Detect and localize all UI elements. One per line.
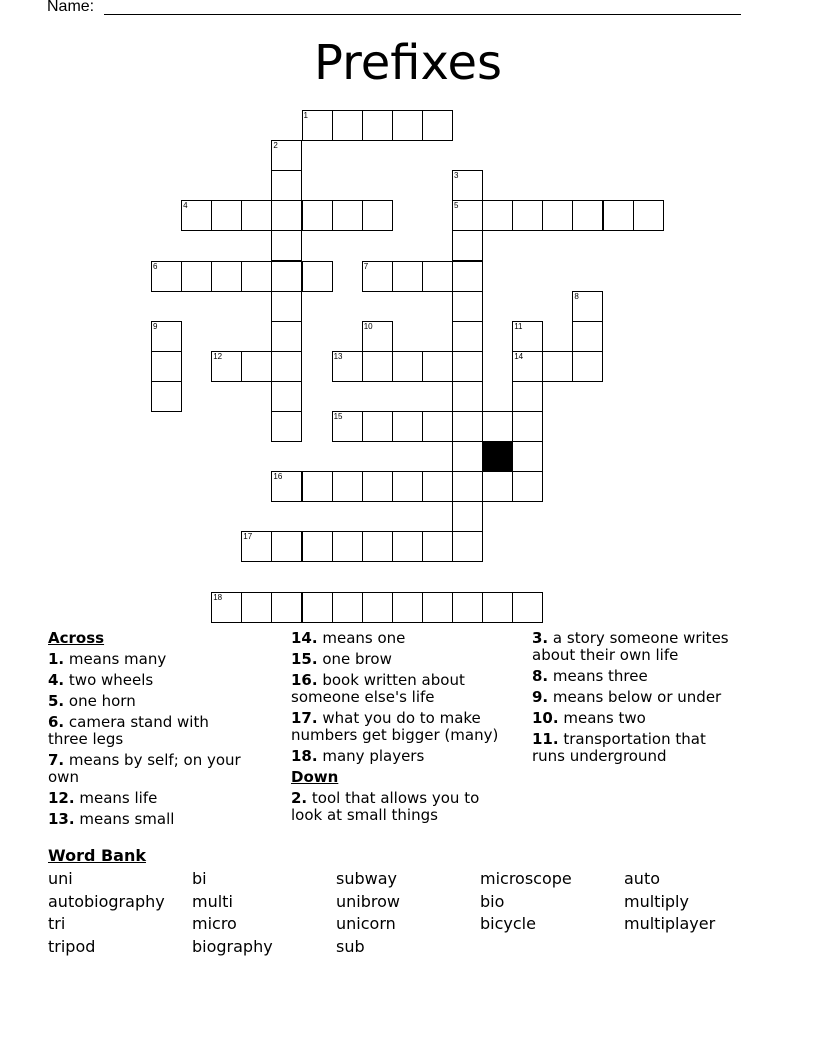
clue-down-10: 10. means two xyxy=(532,709,646,727)
grid-cell[interactable] xyxy=(241,351,272,382)
grid-cell[interactable] xyxy=(302,261,333,292)
grid-cell[interactable] xyxy=(452,170,483,201)
clue-across-14: 14. means one xyxy=(291,629,406,647)
grid-cell[interactable] xyxy=(572,351,603,382)
grid-cell[interactable] xyxy=(512,471,543,502)
clue-across-5: 5. one horn xyxy=(48,692,136,710)
grid-cell[interactable] xyxy=(542,351,573,382)
grid-cell[interactable] xyxy=(452,411,483,442)
grid-cell[interactable] xyxy=(452,321,483,352)
clue-across-12: 12. means life xyxy=(48,789,158,807)
grid-cell[interactable] xyxy=(332,110,363,141)
cell-number: 11 xyxy=(514,321,523,331)
grid-cell[interactable] xyxy=(392,411,423,442)
word-bank-item: unicorn xyxy=(336,914,396,933)
grid-cell[interactable] xyxy=(452,291,483,322)
grid-cell[interactable] xyxy=(302,200,333,231)
grid-cell[interactable] xyxy=(452,230,483,261)
across-heading: Across xyxy=(48,629,105,647)
cell-number: 6 xyxy=(153,261,158,271)
grid-cell[interactable] xyxy=(271,351,302,382)
grid-cell[interactable] xyxy=(422,411,453,442)
grid-cell[interactable] xyxy=(392,592,423,623)
grid-cell[interactable] xyxy=(332,471,363,502)
word-bank xyxy=(48,868,768,958)
grid-cell[interactable] xyxy=(332,592,363,623)
word-bank-item: bio xyxy=(480,891,505,911)
cell-number: 8 xyxy=(574,291,579,301)
grid-cell[interactable] xyxy=(241,200,272,231)
grid-cell[interactable] xyxy=(422,110,453,141)
cell-number: 9 xyxy=(153,321,158,331)
clue-down-8: 8. means three xyxy=(532,667,648,685)
name-label: Name: xyxy=(47,0,95,15)
grid-cell[interactable] xyxy=(332,411,363,442)
grid-cell[interactable] xyxy=(362,321,393,352)
grid-cell[interactable] xyxy=(362,110,393,141)
grid-cell[interactable] xyxy=(422,592,453,623)
grid-cell[interactable] xyxy=(422,471,453,502)
word-bank-item: multi xyxy=(192,891,233,911)
grid-cell[interactable] xyxy=(271,170,302,201)
grid-cell[interactable] xyxy=(302,110,333,141)
cell-number: 5 xyxy=(454,201,459,211)
clue-down-9: 9. means below or under xyxy=(532,688,722,706)
grid-cell[interactable] xyxy=(362,351,393,382)
word-bank-item: bi xyxy=(192,869,207,888)
grid-cell[interactable] xyxy=(241,592,272,623)
grid-cell[interactable] xyxy=(362,411,393,442)
cell-number: 15 xyxy=(333,412,343,421)
grid-cell[interactable] xyxy=(392,471,423,502)
cell-number: 14 xyxy=(514,351,524,361)
grid-cell[interactable] xyxy=(302,531,333,562)
grid-cell[interactable] xyxy=(362,200,393,231)
grid-cell[interactable] xyxy=(271,411,302,442)
cell-number: 16 xyxy=(273,472,283,482)
grid-cell[interactable] xyxy=(151,381,182,412)
grid-cell[interactable] xyxy=(181,261,212,292)
grid-cell[interactable] xyxy=(271,291,302,322)
grid-cell[interactable] xyxy=(271,200,302,231)
grid-cell[interactable] xyxy=(422,261,453,292)
grid-cell[interactable] xyxy=(452,381,483,412)
word-bank-item: autobiography xyxy=(48,891,165,911)
word-bank-item: tri xyxy=(48,914,66,933)
cell-number: 13 xyxy=(333,351,343,361)
clue-across-18: 18. many players xyxy=(291,747,425,765)
down-heading: Down xyxy=(291,768,339,786)
grid-cell[interactable] xyxy=(512,411,543,442)
clue-down-3: 3. a story someone writes about their own life xyxy=(532,629,729,664)
cell-number: 10 xyxy=(363,321,373,331)
grid-cell[interactable] xyxy=(392,261,423,292)
grid-cell[interactable] xyxy=(211,261,242,292)
grid-cell[interactable] xyxy=(482,411,513,442)
word-bank-item: subway xyxy=(336,869,397,888)
grid-cell[interactable] xyxy=(452,501,483,532)
cell-number: 7 xyxy=(363,261,369,271)
cell-number: 4 xyxy=(183,201,188,211)
grid-cell[interactable] xyxy=(512,381,543,412)
page-title: Prefixes xyxy=(313,35,502,91)
grid-cell[interactable] xyxy=(362,261,393,292)
grid-cell[interactable] xyxy=(271,471,302,502)
grid-cell[interactable] xyxy=(271,531,302,562)
grid-cell[interactable] xyxy=(362,592,393,623)
grid-cell[interactable] xyxy=(512,592,543,623)
word-bank-item: microscope xyxy=(480,869,572,888)
clue-across-16: 16. book written about someone else's life xyxy=(291,671,465,706)
grid-cell[interactable] xyxy=(302,592,333,623)
clue-across-4: 4. two wheels xyxy=(48,671,154,689)
grid-cell[interactable] xyxy=(452,351,483,382)
word-bank-item: biography xyxy=(192,936,273,956)
cell-number: 3 xyxy=(454,171,459,181)
grid-cell[interactable] xyxy=(392,531,423,562)
clue-column-2 xyxy=(291,630,516,828)
word-bank-item: uni xyxy=(48,869,73,888)
grid-cell[interactable] xyxy=(151,261,182,292)
clue-across-13: 13. means small xyxy=(48,810,175,828)
grid-cell[interactable] xyxy=(572,291,603,322)
grid-cell[interactable] xyxy=(422,351,453,382)
grid-cell[interactable] xyxy=(452,200,483,231)
grid-cell[interactable] xyxy=(452,471,483,502)
word-bank-item: sub xyxy=(336,936,365,956)
grid-cell[interactable] xyxy=(512,200,543,231)
clue-down-2: 2. tool that allows you to look at small things xyxy=(291,789,480,824)
clue-column-3 xyxy=(532,630,762,769)
grid-cell[interactable] xyxy=(482,592,513,623)
grid-cell[interactable] xyxy=(542,200,573,231)
grid-cell[interactable] xyxy=(332,200,363,231)
black-cell xyxy=(482,441,513,472)
grid-cell[interactable] xyxy=(633,200,664,231)
grid-cell[interactable] xyxy=(512,351,543,382)
clue-across-1: 1. means many xyxy=(48,650,167,668)
grid-cell[interactable] xyxy=(271,592,302,623)
cell-number: 1 xyxy=(303,111,308,120)
grid-cell[interactable] xyxy=(572,200,603,231)
grid-cell[interactable] xyxy=(362,471,393,502)
grid-cell[interactable] xyxy=(392,110,423,141)
grid-cell[interactable] xyxy=(512,441,543,472)
grid-cell[interactable] xyxy=(151,321,182,352)
grid-cell[interactable] xyxy=(151,351,182,382)
clue-across-7: 7. means by self; on your own xyxy=(48,751,241,786)
grid-cell[interactable] xyxy=(452,531,483,562)
grid-cell[interactable] xyxy=(302,471,333,502)
clue-across-6: 6. camera stand with three legs xyxy=(48,713,209,748)
grid-cell[interactable] xyxy=(211,351,242,382)
grid-cell[interactable] xyxy=(332,531,363,562)
grid-cell[interactable] xyxy=(241,531,272,562)
grid-cell[interactable] xyxy=(452,261,483,292)
grid-cell[interactable] xyxy=(452,592,483,623)
grid-cell[interactable] xyxy=(332,351,363,382)
word-bank-item: unibrow xyxy=(336,891,400,911)
grid-cell[interactable] xyxy=(271,140,302,171)
grid-cell[interactable] xyxy=(603,200,634,231)
grid-cell[interactable] xyxy=(271,381,302,412)
grid-cell[interactable] xyxy=(271,230,302,261)
grid-cell[interactable] xyxy=(482,471,513,502)
word-bank-item: auto xyxy=(624,869,661,888)
grid-cell[interactable] xyxy=(271,261,302,292)
grid-cell[interactable] xyxy=(512,321,543,352)
grid-cell[interactable] xyxy=(211,200,242,231)
grid-cell[interactable] xyxy=(181,200,212,231)
clue-across-17: 17. what you do to make numbers get bigger (many) xyxy=(291,709,499,744)
grid-cell[interactable] xyxy=(211,592,242,623)
grid-cell[interactable] xyxy=(572,321,603,352)
word-bank-item: micro xyxy=(192,914,237,933)
word-bank-heading: Word Bank xyxy=(48,846,147,865)
cell-number: 17 xyxy=(243,532,253,542)
clue-down-11: 11. transportation that runs underground xyxy=(532,730,706,765)
grid-cell[interactable] xyxy=(271,321,302,352)
clue-column-1 xyxy=(48,630,288,832)
grid-cell[interactable] xyxy=(392,351,423,382)
word-bank-item: multiplayer xyxy=(624,914,716,933)
cell-number: 18 xyxy=(213,592,223,602)
grid-cell[interactable] xyxy=(452,441,483,472)
word-bank-item: bicycle xyxy=(480,914,536,933)
cell-number: 12 xyxy=(213,351,223,361)
word-bank-item: multiply xyxy=(624,891,689,911)
grid-cell[interactable] xyxy=(422,531,453,562)
grid-cell[interactable] xyxy=(482,200,513,231)
grid-cell[interactable] xyxy=(241,261,272,292)
clue-across-15: 15. one brow xyxy=(291,650,392,668)
cell-number: 2 xyxy=(273,141,278,151)
word-bank-item: tripod xyxy=(48,936,96,956)
grid-cell[interactable] xyxy=(362,531,393,562)
